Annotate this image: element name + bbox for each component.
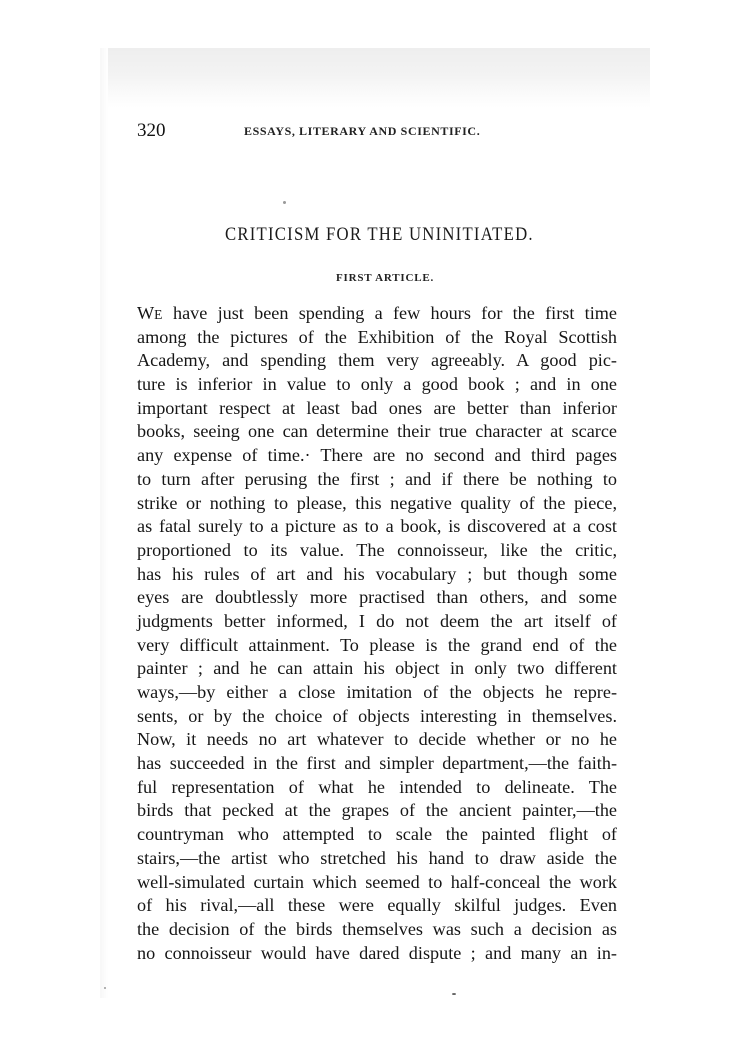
text-line: judgments better informed, I do not deem the art itself of (137, 610, 617, 631)
text-line: of his rival,—all these were equally skilful judges. Even (137, 895, 617, 916)
text-line: Academy, and spending them very agreeably. A good pic- (137, 350, 617, 371)
text-line: has his rules of art and his vocabulary ; but though some (137, 563, 617, 584)
print-speck (104, 987, 106, 989)
text-line: strike or nothing to please, this negative quality of the piece, (137, 492, 617, 513)
running-title: ESSAYS, LITERARY AND SCIENTIFIC. (244, 124, 481, 138)
page-number: 320 (137, 120, 166, 141)
running-head (137, 120, 617, 144)
text-line: proportioned to its value. The connoisseur, like the critic, (137, 539, 617, 560)
text-line: ful representation of what he intended to delineate. The (137, 776, 617, 797)
opening-small-caps: E (154, 307, 163, 322)
opening-initial: W (137, 303, 155, 323)
text-line: ture is inferior in value to only a good book ; and in one (137, 374, 617, 395)
article-body (137, 302, 617, 965)
text-line: eyes are doubtlessly more practised than others, and some (137, 587, 617, 608)
text-line: has succeeded in the first and simpler department,—the faith- (137, 753, 617, 774)
text-line: the decision of the birds themselves was such a decision as (137, 918, 617, 939)
text-line: well-simulated curtain which seemed to half-conceal the work (137, 871, 617, 892)
print-speck (283, 201, 286, 204)
text-line: books, seeing one can determine their true character at scarce (137, 421, 617, 442)
text-line: birds that pecked at the grapes of the ancient painter,—the (137, 800, 617, 821)
text-line: to turn after perusing the first ; and if there be nothing to (137, 468, 617, 489)
text-line: important respect at least bad ones are better than inferior (137, 397, 617, 418)
text-line: Now, it needs no art whatever to decide whether or no he (137, 729, 617, 750)
text-line: stairs,—the artist who stretched his hand to draw aside the (137, 847, 617, 868)
print-speck (452, 993, 456, 995)
scan-shading-band (100, 48, 650, 108)
article-title: CRITICISM FOR THE UNINITIATED. (224, 224, 534, 245)
text-line: countryman who attempted to scale the painted flight of (137, 824, 617, 845)
text-line-content: have just been spending a few hours for the first time (162, 303, 617, 323)
text-line: as fatal surely to a picture as to a book, is discovered at a cost (137, 516, 617, 537)
scan-page-edge (100, 48, 108, 998)
text-line: painter ; and he can attain his object in only two different (137, 658, 617, 679)
article-subtitle: FIRST ARTICLE. (335, 272, 435, 284)
text-line: among the pictures of the Exhibition of the Royal Scottish (137, 326, 617, 347)
text-line: sents, or by the choice of objects interesting in themselves. (137, 705, 617, 726)
text-line: any expense of time.· There are no second and third pages (137, 445, 617, 466)
text-line: ways,—by either a close imitation of the objects he repre- (137, 682, 617, 702)
text-line (137, 302, 617, 326)
text-line: no connoisseur would have dared dispute ; and many an in- (137, 942, 617, 963)
text-line: very difficult attainment. To please is the grand end of the (137, 634, 617, 655)
